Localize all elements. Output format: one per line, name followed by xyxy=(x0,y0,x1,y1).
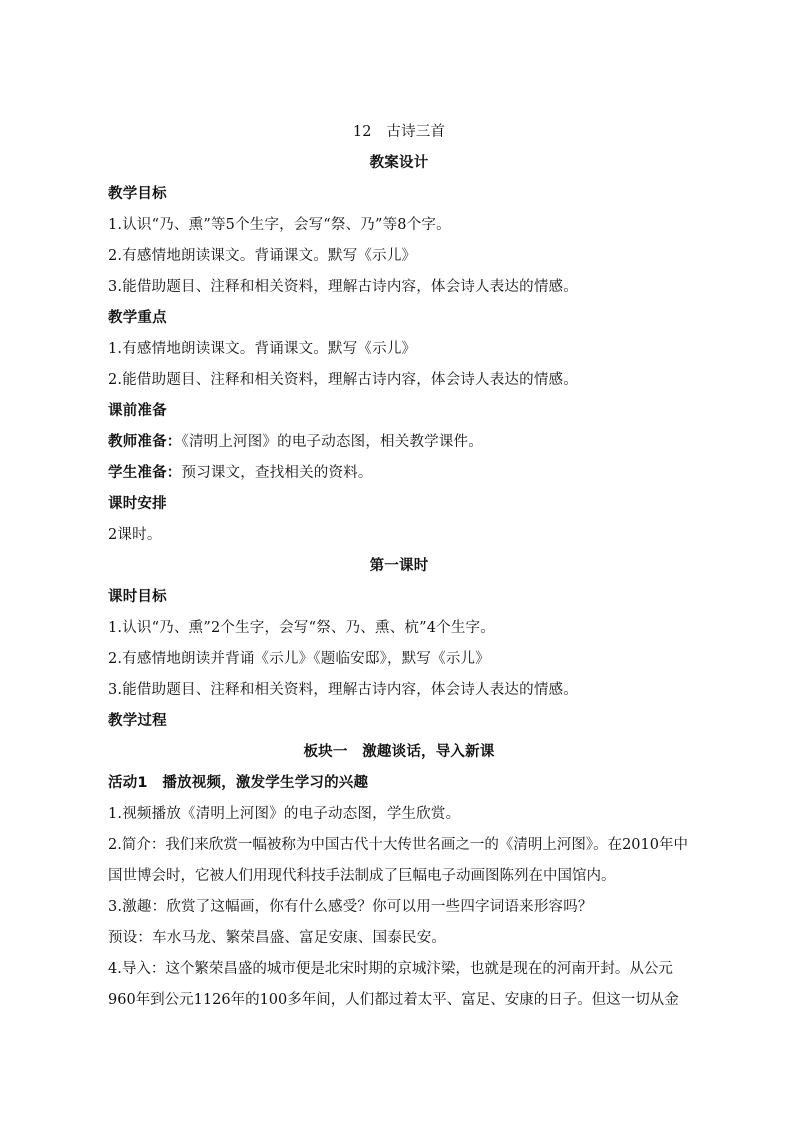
document-content xyxy=(108,117,690,1016)
schedule-text: 2课时。 xyxy=(108,527,162,543)
lesson-goal-item: 1.认识“乃、熏”2个生字，会写“祭、乃、熏、杭”4个生字。 xyxy=(108,620,495,636)
teacher-preparation-label: 教师准备： xyxy=(108,434,182,450)
activity-heading: 活动1 播放视频，激发学生学习的兴趣 xyxy=(108,775,369,791)
teacher-preparation-text: 《清明上河图》的电子动态图，相关教学课件。 xyxy=(181,434,483,450)
document-subtitle: 教案设计 xyxy=(369,155,429,171)
lesson-goals-heading: 课时目标 xyxy=(108,589,167,605)
lesson-goal-item: 2.有感情地朗读并背诵《示儿》《题临安邸》，默写《示儿》 xyxy=(108,651,490,667)
process-step-preset: 预设：车水马龙、繁荣昌盛、富足安康、国泰民安。 xyxy=(108,930,447,946)
student-preparation-text: 预习课文，查找相关的资料。 xyxy=(181,465,373,481)
document-title: 12 古诗三首 xyxy=(352,124,446,140)
block-heading: 板块一 激趣谈话，导入新课 xyxy=(303,744,495,760)
teaching-goal-item: 3.能借助题目、注释和相关资料，理解古诗内容，体会诗人表达的情感。 xyxy=(108,279,578,295)
process-step: 2.简介：我们来欣赏一幅被称为中国古代十大传世名画之一的《清明上河图》。在2010年中国世博会时，它被人们用现代科技手法制成了巨幅电子动画图陈列在中国馆内。 xyxy=(108,837,688,884)
teaching-goals-heading: 教学目标 xyxy=(108,186,167,202)
teaching-focus-item: 2.能借助题目、注释和相关资料，理解古诗内容，体会诗人表达的情感。 xyxy=(108,372,578,388)
teacher-preparation xyxy=(108,427,690,458)
process-step: 3.激趣：欣赏了这幅画，你有什么感受？你可以用一些四字词语来形容吗？ xyxy=(108,899,593,915)
process-step: 4.导入：这个繁荣昌盛的城市便是北宋时期的京城汴梁，也就是现在的河南开封。从公元960年到公元1126年的100多年间，人们都过着太平、富足、安康的日子。但这一切从金 xyxy=(108,961,679,1008)
preparation-heading: 课前准备 xyxy=(108,403,167,419)
teaching-focus-item: 1.有感情地朗读课文。背诵课文。默写《示儿》 xyxy=(108,341,417,357)
teaching-goal-item: 2.有感情地朗读课文。背诵课文。默写《示儿》 xyxy=(108,248,417,264)
lesson-goal-item: 3.能借助题目、注释和相关资料，理解古诗内容，体会诗人表达的情感。 xyxy=(108,682,578,698)
teaching-focus-heading: 教学重点 xyxy=(108,310,167,326)
schedule-heading: 课时安排 xyxy=(108,496,167,512)
teaching-goal-item: 1.认识“乃、熏”等5个生字，会写“祭、乃”等8个字。 xyxy=(108,217,451,233)
student-preparation xyxy=(108,458,690,489)
student-preparation-label: 学生准备： xyxy=(108,465,182,481)
process-step: 1.视频播放《清明上河图》的电子动态图，学生欣赏。 xyxy=(108,806,461,822)
lesson-one-heading: 第一课时 xyxy=(369,558,429,574)
process-heading: 教学过程 xyxy=(108,713,167,729)
